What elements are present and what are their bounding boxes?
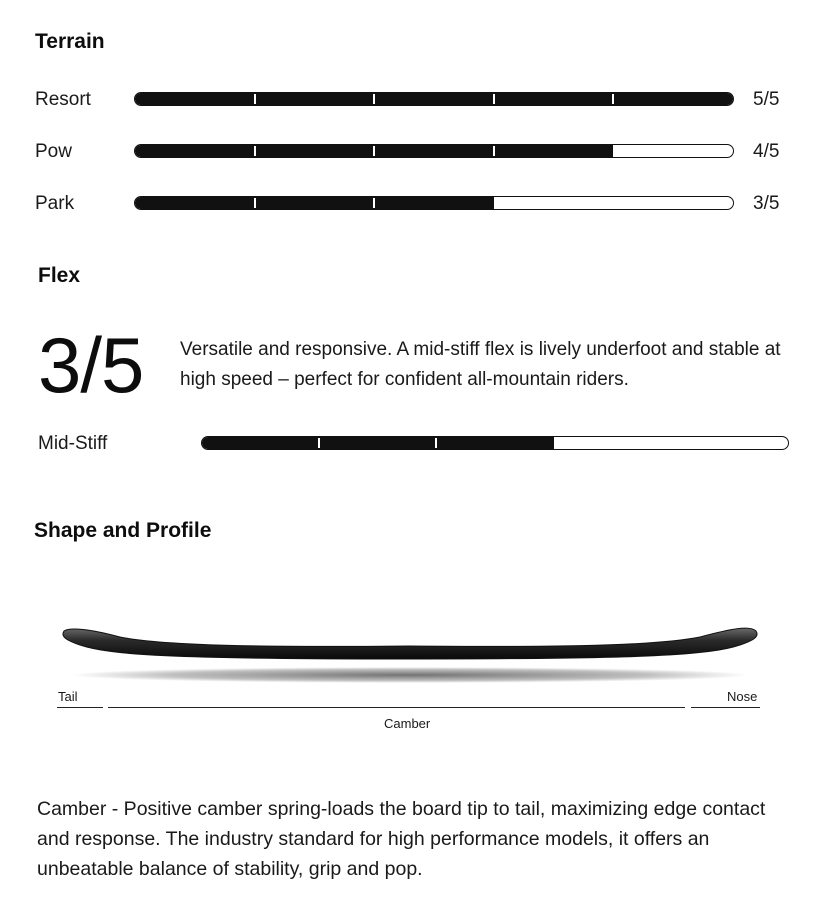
terrain-bar-park (134, 196, 734, 210)
flex-label: Mid-Stiff (38, 433, 108, 454)
flex-rating: 3/5 (38, 321, 144, 409)
rating-fill (135, 93, 733, 105)
tail-label: Tail (58, 689, 78, 704)
nose-label: Nose (727, 689, 758, 704)
rating-tick (373, 198, 375, 208)
board-shadow (70, 667, 750, 683)
snowboard (63, 628, 757, 659)
camber-label: Camber (384, 716, 431, 731)
tail-rule (57, 707, 103, 708)
terrain-bar-pow (134, 144, 734, 158)
terrain-bar-resort (134, 92, 734, 106)
camber-rule (108, 707, 685, 708)
rating-tick (254, 146, 256, 156)
terrain-label-resort: Resort (35, 89, 91, 110)
rating-tick (373, 94, 375, 104)
rating-tick (493, 146, 495, 156)
terrain-label-pow: Pow (35, 141, 72, 162)
rating-tick (435, 438, 437, 448)
profile-description: Camber - Positive camber spring-loads the board tip to tail, maximizing edge contact and response. The industry standard for high performance models, it offers an unbeatable balance of stability, grip and pop. (37, 798, 766, 880)
rating-fill (135, 197, 494, 209)
nose-rule (691, 707, 760, 708)
flex-heading: Flex (38, 264, 81, 287)
shape-heading: Shape and Profile (34, 519, 212, 542)
terrain-score-resort: 5/5 (753, 89, 780, 110)
flex-bar (201, 436, 789, 450)
terrain-heading: Terrain (35, 30, 105, 53)
board-profile-illustration (50, 615, 770, 695)
rating-tick (373, 146, 375, 156)
rating-tick (254, 94, 256, 104)
rating-tick (318, 438, 320, 448)
terrain-score-park: 3/5 (753, 193, 780, 214)
rating-tick (493, 94, 495, 104)
terrain-score-pow: 4/5 (753, 141, 780, 162)
rating-fill (202, 437, 554, 449)
flex-description: Versatile and responsive. A mid-stiff flex is lively underfoot and stable at high speed – perfect for confident all-mountain riders. (180, 339, 781, 390)
terrain-label-park: Park (35, 193, 75, 214)
rating-tick (612, 94, 614, 104)
rating-tick (254, 198, 256, 208)
